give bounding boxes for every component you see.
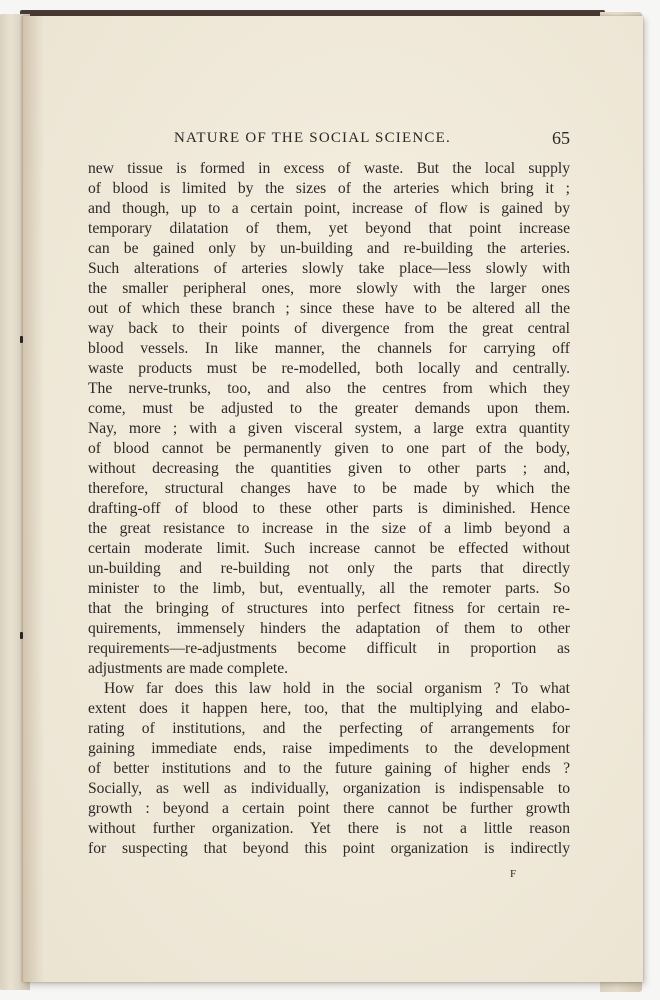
text-line: extent does it happen here, too, that the multiplying and elabo- bbox=[88, 700, 570, 717]
text-line: for suspecting that beyond this point organization is indirectly bbox=[88, 840, 570, 857]
text-line: temporary dilatation of them, yet beyond that point increase bbox=[88, 220, 570, 237]
text-line: of better institutions and to the future gaining of higher ends ? bbox=[88, 760, 570, 777]
text-line: way back to their points of divergence from the great central bbox=[88, 320, 570, 337]
text-line: Nay, more ; with a given visceral system, a large extra quantity bbox=[88, 420, 570, 437]
text-line: gaining immediate ends, raise impediments to the development bbox=[88, 740, 570, 757]
text-line: waste products must be re-modelled, both locally and centrally. bbox=[88, 360, 570, 377]
text-line: of blood cannot be permanently given to one part of the body, bbox=[88, 440, 570, 457]
running-head-title: NATURE OF THE SOCIAL SCIENCE. bbox=[174, 130, 451, 146]
text-line: How far does this law hold in the social organism ? To what bbox=[104, 680, 570, 697]
text-line: Socially, as well as individually, organization is indispensable to bbox=[88, 780, 570, 797]
body-text bbox=[88, 159, 570, 859]
text-line: rating of institutions, and the perfecting of arrangements for bbox=[88, 720, 570, 737]
text-line: that the bringing of structures into perfect fitness for certain re- bbox=[88, 600, 570, 617]
text-line: growth : beyond a certain point there cannot be further growth bbox=[88, 800, 570, 817]
signature-mark: F bbox=[510, 868, 518, 880]
text-line: minister to the limb, but, eventually, all the remoter parts. So bbox=[88, 580, 570, 597]
text-line: blood vessels. In like manner, the channels for carrying off bbox=[88, 340, 570, 357]
text-line: certain moderate limit. Such increase cannot be effected without bbox=[88, 540, 570, 557]
text-line: and though, up to a certain point, increase of flow is gained by bbox=[88, 200, 570, 217]
text-line: The nerve-trunks, too, and also the centres from which they bbox=[88, 380, 570, 397]
text-line: the smaller peripheral ones, more slowly with the larger ones bbox=[88, 280, 570, 297]
text-line: the great resistance to increase in the size of a limb beyond a bbox=[88, 520, 570, 537]
text-line: without decreasing the quantities given to other parts ; and, bbox=[88, 460, 570, 477]
text-line: requirements—re-adjustments become difficult in proportion as bbox=[88, 640, 570, 657]
text-line: quirements, immensely hinders the adaptation of them to other bbox=[88, 620, 570, 637]
text-line: therefore, structural changes have to be made by which the bbox=[88, 480, 570, 497]
binding-stitch-mark bbox=[20, 336, 23, 343]
text-line: without further organization. Yet there is not a little reason bbox=[88, 820, 570, 837]
gutter-shadow bbox=[22, 16, 44, 982]
text-line: adjustments are made complete. bbox=[88, 660, 289, 677]
text-line: drafting-off of blood to these other parts is diminished. Hence bbox=[88, 500, 570, 517]
text-line: new tissue is formed in excess of waste. But the local supply bbox=[88, 160, 570, 177]
text-line: Such alterations of arteries slowly take place—less slowly with bbox=[88, 260, 570, 277]
binding-stitch-mark bbox=[20, 632, 23, 639]
running-head bbox=[88, 130, 570, 150]
text-line: un-building and re-building not only the parts that directly bbox=[88, 560, 570, 577]
text-line: of blood is limited by the sizes of the arteries which bring it ; bbox=[88, 180, 570, 197]
page-number: 65 bbox=[552, 128, 570, 148]
text-line: come, must be adjusted to the greater demands upon them. bbox=[88, 400, 570, 417]
text-line: can be gained only by un-building and re-building the arteries. bbox=[88, 240, 570, 257]
text-line: out of which these branch ; since these have to be altered all the bbox=[88, 300, 570, 317]
